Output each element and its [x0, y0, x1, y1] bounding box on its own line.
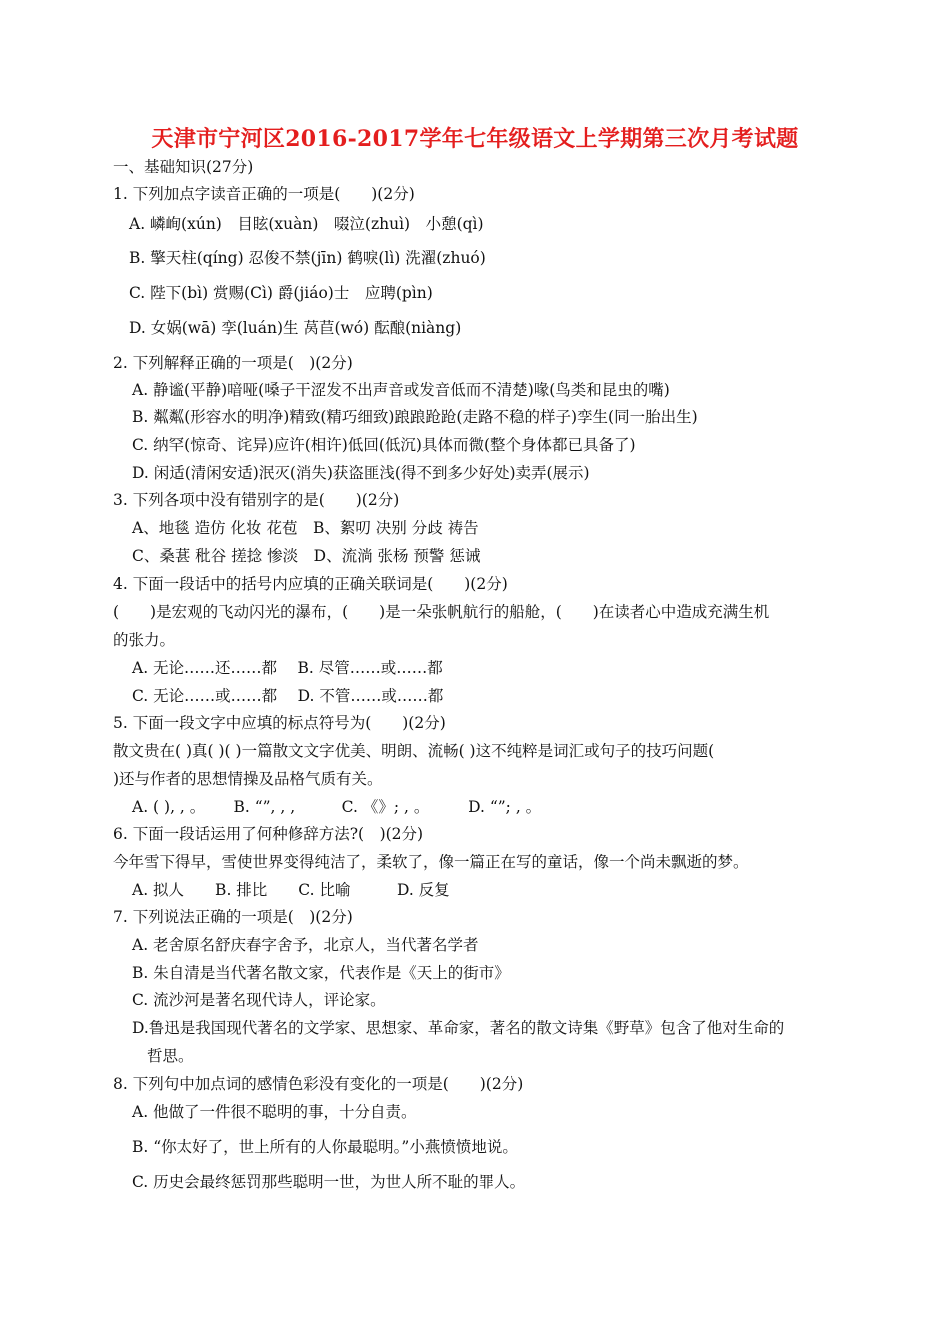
q6-options: A. 拟人 B. 排比 C. 比喻 D. 反复 — [132, 881, 450, 899]
q7-option-b: B. 朱自清是当代著名散文家，代表作是《天上的街市》 — [132, 964, 510, 982]
q6-passage: 今年雪下得早，雪使世界变得纯洁了，柔软了，像一篇正在写的童话，像一个尚未飘逝的梦。 — [113, 853, 749, 871]
question-3: 3. 下列各项中没有错别字的是( )(2分) — [113, 491, 400, 509]
q5-passage: 散文贵在( )真( )( )一篇散文文字优美、明朗、流畅( )这不纯粹是词汇或句子的技巧问题( — [113, 742, 715, 760]
question-8: 8. 下列句中加点词的感情色彩没有变化的一项是( )(2分) — [113, 1075, 524, 1093]
q4-passage-cont: 的张力。 — [113, 631, 176, 649]
q8-option-a: A. 他做了一件很不聪明的事，十分自责。 — [132, 1103, 417, 1121]
q2-option-c: C. 纳罕(惊奇、诧异)应许(相许)低回(低沉)具体而微(整个身体都已具备了) — [132, 436, 636, 454]
q1-option-c: C. 陛下(bì) 赏赐(Cì) 爵(jiáo)士 应聘(pìn) — [129, 284, 433, 302]
section-heading: 一、基础知识(27分) — [113, 158, 254, 176]
q4-passage: ( )是宏观的飞动闪光的瀑布，( )是一朵张帆航行的船舱，( )在读者心中造成充满生机 — [113, 603, 770, 621]
q2-option-a: A. 静谧(平静)喑哑(嗓子干涩发不出声音或发音低而不清楚)喙(鸟类和昆虫的嘴) — [132, 381, 670, 399]
page-title: 天津市宁河区2016-2017学年七年级语文上学期第三次月考试题 — [151, 126, 799, 152]
question-1: 1. 下列加点字读音正确的一项是( )(2分) — [113, 185, 415, 203]
q8-option-b: B. “你太好了，世上所有的人你最聪明。”小燕愤愤地说。 — [132, 1138, 518, 1156]
question-2: 2. 下列解释正确的一项是( )(2分) — [113, 354, 353, 372]
q3-options-ab: A、地毯 造仿 化妆 花苞 B、絮叨 决别 分歧 祷告 — [132, 519, 479, 537]
q4-options-ab: A. 无论……还……都 B. 尽管……或……都 — [132, 659, 443, 677]
q7-option-a: A. 老舍原名舒庆春字舍予，北京人，当代著名学者 — [132, 936, 479, 954]
q1-option-a: A. 嶙峋(xún) 目眩(xuàn) 啜泣(zhuì) 小憩(qì) — [129, 215, 484, 233]
q5-passage-cont: )还与作者的思想情操及品格气质有关。 — [113, 770, 383, 788]
question-7: 7. 下列说法正确的一项是( )(2分) — [113, 908, 353, 926]
q1-option-b: B. 擎天柱(qíng) 忍俊不禁(jīn) 鹤唳(lì) 洗濯(zhuó) — [129, 249, 486, 267]
question-5: 5. 下面一段文字中应填的标点符号为( )(2分) — [113, 714, 446, 732]
q3-options-cd: C、桑葚 秕谷 搓捻 惨淡 D、流淌 张杨 预警 惩诫 — [132, 547, 481, 565]
q8-option-c: C. 历史会最终惩罚那些聪明一世，为世人所不耻的罪人。 — [132, 1173, 526, 1191]
q4-options-cd: C. 无论……或……都 D. 不管……或……都 — [132, 687, 444, 705]
q2-option-b: B. 粼粼(形容水的明净)精致(精巧细致)踉踉跄跄(走路不稳的样子)孪生(同一胎出生) — [132, 408, 698, 426]
question-4: 4. 下面一段话中的括号内应填的正确关联词是( )(2分) — [113, 575, 508, 593]
q7-option-c: C. 流沙河是著名现代诗人，评论家。 — [132, 991, 386, 1009]
q7-option-d: D.鲁迅是我国现代著名的文学家、思想家、革命家，著名的散文诗集《野草》包含了他对生命的 — [132, 1019, 785, 1037]
q7-option-d-cont: 哲思。 — [147, 1047, 194, 1065]
question-6: 6. 下面一段话运用了何种修辞方法?( )(2分) — [113, 825, 424, 843]
q1-option-d: D. 女娲(wā) 孪(luán)生 莴苣(wó) 酝酿(niàng) — [129, 319, 462, 337]
q2-option-d: D. 闲适(清闲安适)泯灭(消失)获盗匪浅(得不到多少好处)卖弄(展示) — [132, 464, 590, 482]
q5-options: A. ( ), , 。 B. “”, , , C. 《》; , 。 D. “”; , 。 — [132, 798, 542, 816]
